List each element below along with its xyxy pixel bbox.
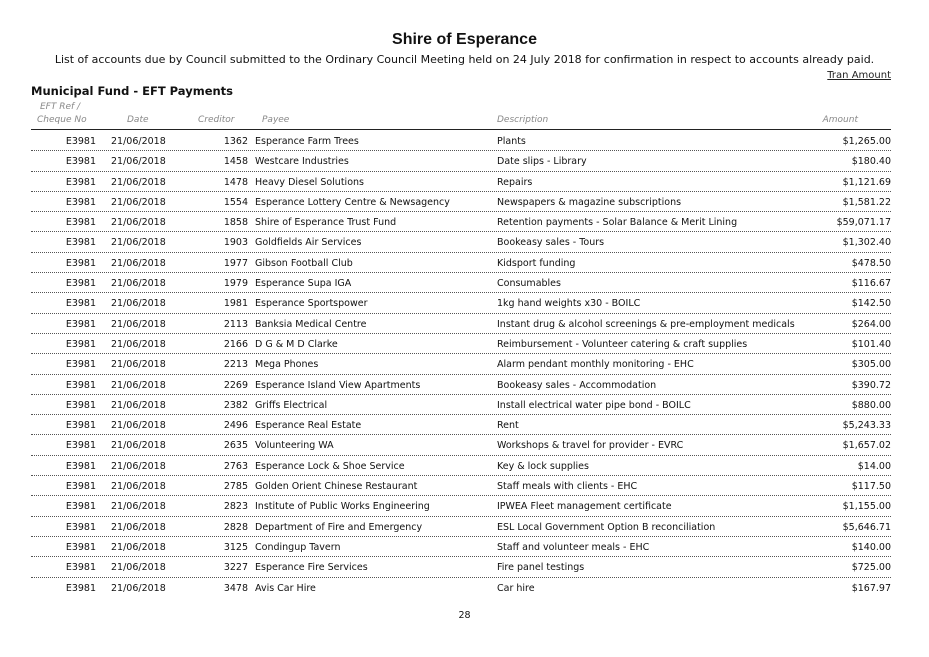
cell-date: 21/06/2018 [111, 521, 166, 533]
cell-description: Retention payments - Solar Balance & Merit Lining [497, 217, 738, 229]
cell-amount: $264.00 [851, 318, 891, 330]
cell-date: 21/06/2018 [111, 318, 166, 330]
table-row [0, 172, 929, 192]
cell-payee: Shire of Esperance Trust Fund [255, 217, 397, 229]
cell-payee: Esperance Sportspower [255, 298, 368, 310]
cell-ref: E3981 [65, 318, 96, 330]
table-row [0, 232, 929, 252]
cell-date: 21/06/2018 [111, 217, 166, 229]
cell-description: Instant drug & alcohol screenings & pre-employment medicals [497, 318, 795, 330]
header-ref-line2: Cheque No [37, 115, 87, 125]
cell-creditor: 1903 [223, 237, 248, 249]
cell-date: 21/06/2018 [111, 196, 166, 208]
cell-amount: $5,243.33 [842, 420, 891, 432]
cell-date: 21/06/2018 [111, 562, 166, 574]
cell-ref: E3981 [65, 196, 96, 208]
cell-amount: $1,581.22 [842, 196, 891, 208]
header-amount: Amount [822, 115, 858, 125]
cell-ref: E3981 [65, 582, 96, 594]
cell-date: 21/06/2018 [111, 136, 166, 147]
cell-ref: E3981 [65, 379, 96, 391]
cell-date: 21/06/2018 [111, 379, 166, 391]
cell-amount: $478.50 [851, 257, 891, 269]
table-row [0, 557, 929, 577]
section-heading: Municipal Fund - EFT Payments [31, 84, 234, 98]
cell-payee: Esperance Real Estate [255, 420, 362, 432]
table-row [0, 212, 929, 232]
cell-ref: E3981 [65, 460, 96, 472]
cell-creditor: 1858 [223, 217, 248, 229]
cell-date: 21/06/2018 [111, 257, 166, 269]
table-row [0, 253, 929, 273]
cell-creditor: 2496 [223, 420, 248, 432]
cell-amount: $180.40 [851, 156, 891, 168]
cell-description: Key & lock supplies [497, 460, 589, 472]
cell-ref: E3981 [65, 136, 96, 147]
table-row [0, 192, 929, 212]
cell-ref: E3981 [65, 440, 96, 452]
table-row [0, 314, 929, 334]
cell-description: Install electrical water pipe bond - BOILC [497, 399, 691, 411]
cell-payee: Westcare Industries [255, 156, 349, 168]
cell-ref: E3981 [65, 278, 96, 290]
cell-description: Date slips - Library [497, 156, 587, 168]
cell-payee: Banksia Medical Centre [255, 318, 367, 330]
page-subtitle: List of accounts due by Council submitted to the Ordinary Council Meeting held on 24 July 2018 for confirmation in respect to accounts already paid. [54, 53, 875, 66]
cell-description: Alarm pendant monthly monitoring - EHC [497, 359, 694, 371]
table-row [0, 537, 929, 557]
cell-date: 21/06/2018 [111, 501, 166, 513]
page-title: Shire of Esperance [392, 31, 537, 48]
cell-description: Bookeasy sales - Tours [497, 237, 605, 249]
cell-amount: $117.50 [851, 481, 891, 493]
cell-date: 21/06/2018 [111, 460, 166, 472]
cell-payee: Esperance Supa IGA [255, 278, 352, 290]
cell-creditor: 2828 [223, 521, 248, 533]
cell-creditor: 2382 [223, 399, 248, 411]
cell-description: Repairs [497, 176, 533, 188]
cell-payee: Volunteering WA [255, 440, 334, 452]
cell-description: Kidsport funding [497, 257, 576, 269]
cell-creditor: 2113 [223, 318, 248, 330]
cell-creditor: 3227 [223, 562, 248, 574]
cell-amount: $880.00 [851, 399, 891, 411]
cell-payee: Avis Car Hire [255, 582, 316, 594]
cell-creditor: 1979 [223, 278, 248, 290]
cell-ref: E3981 [65, 359, 96, 371]
table-row [0, 273, 929, 293]
cell-ref: E3981 [65, 237, 96, 249]
header-creditor: Creditor [198, 115, 235, 125]
cell-date: 21/06/2018 [111, 278, 166, 290]
header-date: Date [127, 115, 149, 125]
cell-amount: $305.00 [851, 359, 891, 371]
page-number: 28 [458, 610, 471, 621]
cell-amount: $1,155.00 [842, 501, 891, 513]
table-row [0, 435, 929, 455]
cell-creditor: 1362 [223, 136, 248, 147]
table-row [0, 456, 929, 476]
cell-amount: $140.00 [851, 541, 891, 553]
table-row [0, 415, 929, 435]
table-row [0, 496, 929, 516]
cell-date: 21/06/2018 [111, 399, 166, 411]
cell-ref: E3981 [65, 541, 96, 553]
cell-creditor: 2785 [223, 481, 248, 493]
cell-description: Rent [497, 420, 519, 432]
cell-date: 21/06/2018 [111, 481, 166, 493]
cell-payee: Mega Phones [255, 359, 319, 371]
table-row [0, 476, 929, 496]
cell-description: IPWEA Fleet management certificate [497, 501, 672, 513]
cell-description: Newspapers & magazine subscriptions [497, 196, 682, 208]
cell-description: 1kg hand weights x30 - BOILC [497, 298, 641, 310]
cell-amount: $1,657.02 [842, 440, 891, 452]
cell-amount: $1,302.40 [842, 237, 891, 249]
cell-ref: E3981 [65, 521, 96, 533]
cell-creditor: 2823 [223, 501, 248, 513]
cell-amount: $5,646.71 [842, 521, 891, 533]
cell-description: Workshops & travel for provider - EVRC [497, 440, 684, 452]
header-description: Description [497, 115, 549, 125]
cell-payee: Esperance Fire Services [255, 562, 368, 574]
table-row [0, 354, 929, 374]
cell-payee: Esperance Island View Apartments [255, 379, 421, 391]
cell-date: 21/06/2018 [111, 156, 166, 168]
table-row [0, 151, 929, 171]
cell-payee: Heavy Diesel Solutions [255, 176, 364, 188]
cell-payee: Esperance Lottery Centre & Newsagency [255, 196, 450, 208]
cell-amount: $59,071.17 [836, 217, 891, 229]
cell-payee: Department of Fire and Emergency [255, 521, 423, 533]
cell-date: 21/06/2018 [111, 176, 166, 188]
cell-payee: Condingup Tavern [255, 541, 341, 553]
cell-payee: Institute of Public Works Engineering [255, 501, 430, 513]
cell-amount: $14.00 [857, 460, 891, 472]
cell-ref: E3981 [65, 399, 96, 411]
cell-description: Plants [497, 136, 526, 147]
cell-creditor: 2213 [223, 359, 248, 371]
cell-ref: E3981 [65, 156, 96, 168]
cell-amount: $1,121.69 [842, 176, 891, 188]
cell-payee: Gibson Football Club [255, 257, 353, 269]
table-row [0, 334, 929, 354]
cell-description: ESL Local Government Option B reconciliation [497, 521, 716, 533]
table-header [0, 101, 929, 129]
cell-amount: $101.40 [851, 338, 891, 350]
cell-amount: $116.67 [851, 278, 891, 290]
cell-amount: $390.72 [851, 379, 891, 391]
cell-ref: E3981 [65, 257, 96, 269]
cell-ref: E3981 [65, 562, 96, 574]
header-payee: Payee [262, 115, 290, 125]
cell-date: 21/06/2018 [111, 440, 166, 452]
table-row [0, 131, 929, 151]
cell-date: 21/06/2018 [111, 420, 166, 432]
cell-creditor: 1554 [223, 196, 248, 208]
cell-description: Staff and volunteer meals - EHC [497, 541, 650, 553]
cell-amount: $167.97 [851, 582, 891, 594]
cell-creditor: 3478 [223, 582, 248, 594]
cell-payee: Golden Orient Chinese Restaurant [255, 481, 418, 493]
cell-description: Fire panel testings [497, 562, 585, 574]
table-row [0, 395, 929, 415]
cell-amount: $1,265.00 [842, 136, 891, 147]
cell-ref: E3981 [65, 298, 96, 310]
cell-creditor: 3125 [223, 541, 248, 553]
cell-creditor: 1981 [223, 298, 248, 310]
cell-date: 21/06/2018 [111, 359, 166, 371]
cell-amount: $142.50 [851, 298, 891, 310]
table-row [0, 293, 929, 313]
cell-payee: Griffs Electrical [255, 399, 328, 411]
cell-ref: E3981 [65, 420, 96, 432]
cell-creditor: 2269 [223, 379, 248, 391]
cell-date: 21/06/2018 [111, 338, 166, 350]
table-row [0, 578, 929, 598]
cell-ref: E3981 [65, 176, 96, 188]
header-ref-line1: EFT Ref / [40, 102, 81, 112]
cell-description: Bookeasy sales - Accommodation [497, 379, 657, 391]
cell-description: Consumables [497, 278, 561, 290]
cell-ref: E3981 [65, 338, 96, 350]
cell-payee: D G & M D Clarke [255, 338, 338, 350]
cell-ref: E3981 [65, 481, 96, 493]
cell-description: Reimbursement - Volunteer catering & craft supplies [497, 338, 748, 350]
header-divider [31, 129, 891, 130]
cell-creditor: 1977 [223, 257, 248, 269]
cell-date: 21/06/2018 [111, 298, 166, 310]
cell-creditor: 1478 [223, 176, 248, 188]
cell-date: 21/06/2018 [111, 582, 166, 594]
cell-payee: Esperance Lock & Shoe Service [255, 460, 405, 472]
cell-creditor: 2635 [223, 440, 248, 452]
cell-ref: E3981 [65, 217, 96, 229]
cell-payee: Esperance Farm Trees [255, 136, 359, 147]
cell-creditor: 1458 [223, 156, 248, 168]
cell-payee: Goldfields Air Services [255, 237, 362, 249]
cell-description: Car hire [497, 582, 535, 594]
table-row [0, 517, 929, 537]
cell-creditor: 2763 [223, 460, 248, 472]
cell-ref: E3981 [65, 501, 96, 513]
payments-table [0, 131, 929, 598]
cell-date: 21/06/2018 [111, 541, 166, 553]
cell-amount: $725.00 [851, 562, 891, 574]
cell-creditor: 2166 [223, 338, 248, 350]
tran-amount-label: Tran Amount [827, 70, 891, 81]
cell-date: 21/06/2018 [111, 237, 166, 249]
cell-description: Staff meals with clients - EHC [497, 481, 638, 493]
table-row [0, 375, 929, 395]
